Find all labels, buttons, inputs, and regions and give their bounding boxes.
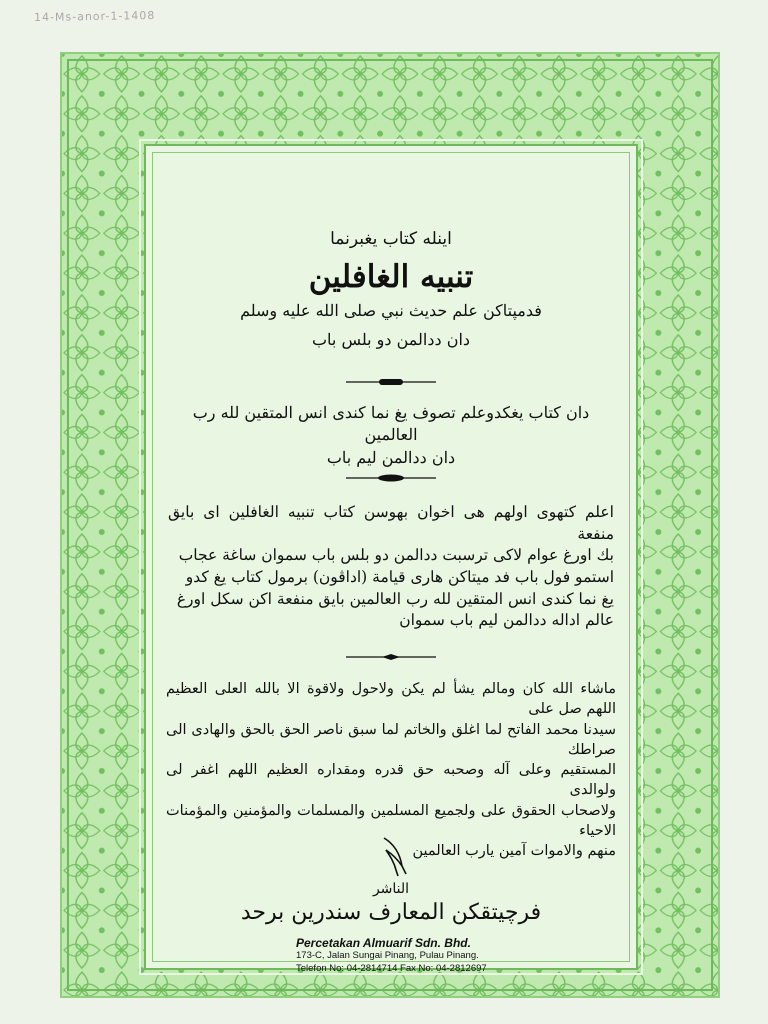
ornament-divider-3 (346, 653, 436, 661)
section-1-line: دان كتاب يغكدوعلم تصوف يغ نما كندى انس المتقين لله رب العالمين (192, 403, 590, 445)
panel-content (146, 146, 636, 974)
publisher-latin-details (296, 936, 487, 976)
section-3-line: المستقيم وعلى آله وصحبه حق قدره ومقداره العظيم اللهم اغفر لى ولوالدى (166, 762, 616, 799)
intro-line: اينله كتاب يغبرنما (330, 229, 452, 249)
section-3-line: منهم والاموات آمين يارب العالمين (412, 843, 616, 860)
subtitle-line-1: فدمپتاكن علم حديث نبي صلى الله عليه وسلم (240, 301, 542, 320)
publisher-company: Percetakan Almuarif Sdn. Bhd. (296, 936, 471, 950)
publisher-arabic-label: الناشر (372, 881, 410, 897)
section-2 (168, 502, 614, 632)
ornament-divider-1 (346, 378, 436, 386)
section-2-line: اعلم كتهوى اولهم هى اخوان بهوسن كتاب تنبيه الغافلين اى بايق منفعة (168, 503, 614, 543)
book-title: تنبيه الغافلين (308, 259, 474, 295)
section-1-line: دان ددالمن ليم باب (326, 447, 456, 467)
section-2-line: عالم اداله ددالمن ليم باب سموان (399, 611, 614, 630)
section-2-line: يغ نما كندى انس المتقين لله رب العالمين بايق منفعة اكن سكل اورغ (176, 589, 614, 608)
section-3-line: سيدنا محمد الفاتح لما اغلق والخاتم لما سبق ناصر الحق بالحق والهادى الى صراطك (166, 721, 616, 758)
pencil-catalog-note: 14-Ms-anor-1-1408 (33, 8, 156, 25)
section-1 (170, 402, 612, 469)
section-3-line: ولاصحاب الحقوق على ولجميع المسلمين والمسلمات والمؤمنين والمؤمنات الاحياء (166, 802, 616, 840)
publisher-phone: Telefon No: 04-2814714 Fax No: 04-2812697 (296, 962, 487, 974)
section-2-line: استمو فول باب فد ميتاكن هارى قيامة (اداڤون) برمول كتاب يغ كدو (185, 568, 614, 587)
publisher-address: 173-C, Jalan Sungai Pinang, Pulau Pinang. (296, 950, 479, 961)
text-panel (144, 144, 638, 974)
section-3-line: ماشاء الله كان ومالم يشأ لم يكن ولاحول ولاقوة الا بالله العلى العظيم اللهم صل على (166, 681, 616, 718)
subtitle-line-2: دان ددالمن دو بلس باب (311, 330, 471, 349)
publisher-arabic-name: فرچيتقكن المعارف سندرين برحد (240, 900, 542, 925)
section-3 (166, 679, 616, 862)
ornament-divider-2 (346, 474, 436, 482)
quill-pen-icon (378, 836, 412, 878)
section-2-line: بك اورغ عوام لاكى ترسبت ددالمن دو بلس باب سموان ساغة عجاب (178, 546, 614, 565)
